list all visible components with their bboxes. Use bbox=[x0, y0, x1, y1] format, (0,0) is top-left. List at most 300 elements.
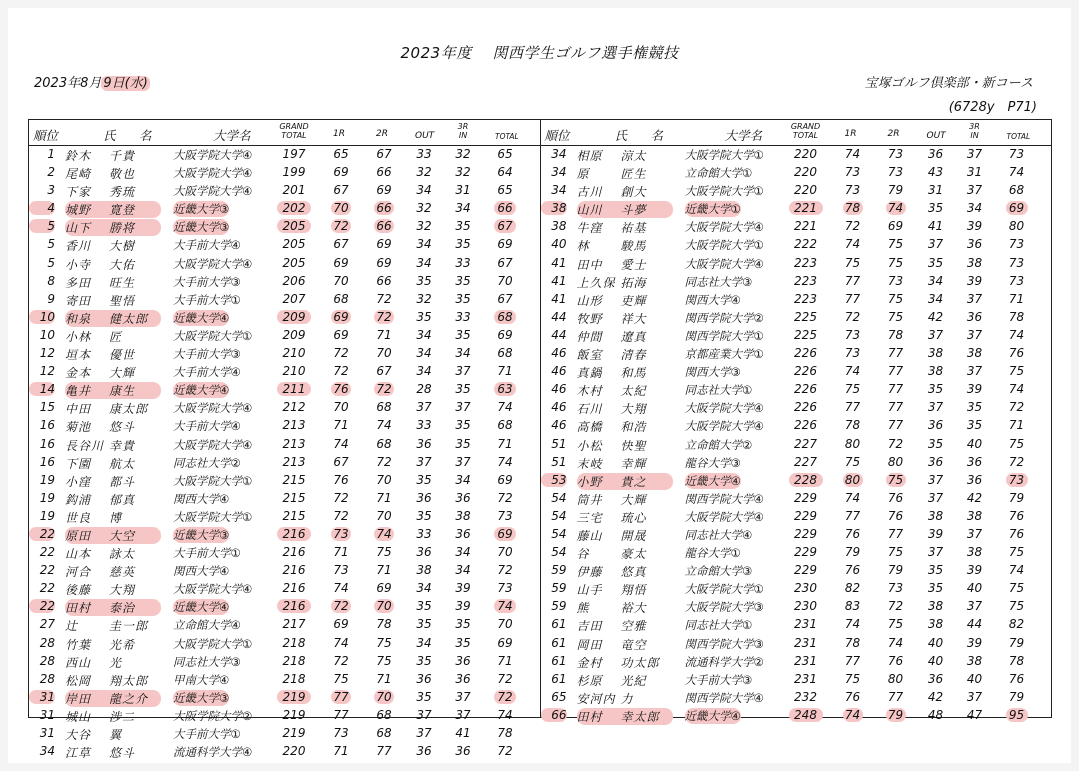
round1-cell: 75 bbox=[844, 255, 861, 270]
grand-total-cell: 213 bbox=[282, 436, 306, 451]
page-title: 2023年度 関西学生ゴルフ選手権競技 bbox=[400, 44, 679, 62]
out-cell: 33 bbox=[416, 526, 432, 541]
rank-cell: 59 bbox=[551, 581, 567, 596]
in-cell: 32 bbox=[455, 165, 471, 180]
first-name: 大翔 bbox=[620, 402, 647, 417]
out-cell: 34 bbox=[416, 237, 432, 252]
name-cell bbox=[577, 455, 673, 472]
last-name: 上久保 bbox=[576, 275, 616, 290]
in-cell: 35 bbox=[455, 418, 471, 433]
out-cell: 36 bbox=[416, 436, 432, 451]
university-cell: 大手前大学③ bbox=[173, 274, 241, 289]
name-cell bbox=[65, 201, 161, 218]
out-cell: 32 bbox=[416, 291, 432, 306]
total-cell: 71 bbox=[1008, 418, 1025, 433]
last-name: 下家 bbox=[65, 185, 92, 200]
last-name: 菊池 bbox=[65, 420, 92, 435]
rank-cell: 65 bbox=[551, 689, 567, 704]
first-name: 豪太 bbox=[620, 547, 647, 562]
name-cell bbox=[577, 310, 673, 327]
first-name: 郁真 bbox=[109, 492, 136, 507]
first-name: 悠斗 bbox=[109, 420, 136, 435]
out-cell: 34 bbox=[416, 346, 432, 361]
in-cell: 37 bbox=[455, 454, 471, 469]
total-cell: 71 bbox=[1008, 291, 1025, 306]
round2-cell: 71 bbox=[376, 327, 392, 342]
in-cell: 38 bbox=[966, 346, 983, 361]
rank-cell: 22 bbox=[39, 581, 55, 596]
table-row bbox=[541, 146, 1052, 164]
first-name: 龍之介 bbox=[109, 691, 149, 706]
total-cell: 76 bbox=[1008, 508, 1025, 523]
round1-cell: 78 bbox=[844, 418, 861, 433]
first-name: 大佑 bbox=[109, 257, 136, 272]
grand-total-cell: 229 bbox=[794, 526, 817, 541]
in-cell: 35 bbox=[455, 635, 471, 650]
round2-cell: 74 bbox=[376, 418, 392, 433]
total-cell: 70 bbox=[497, 273, 513, 288]
table-row bbox=[29, 671, 540, 689]
first-name: 翔太郎 bbox=[109, 673, 149, 688]
last-name: 吉田 bbox=[576, 619, 603, 634]
grand-total-cell: 230 bbox=[794, 599, 817, 614]
table-row bbox=[29, 399, 540, 417]
grand-total-cell: 229 bbox=[794, 545, 817, 560]
first-name: 光希 bbox=[109, 637, 136, 652]
first-name: 翔悟 bbox=[620, 583, 647, 598]
first-name: 博 bbox=[109, 510, 123, 525]
last-name: 城山 bbox=[65, 709, 92, 724]
name-cell bbox=[65, 382, 161, 399]
round2-cell: 76 bbox=[887, 653, 904, 668]
in-cell: 39 bbox=[966, 563, 983, 578]
grand-total-cell: 232 bbox=[794, 689, 817, 704]
first-name: 涉二 bbox=[109, 709, 136, 724]
rank-cell: 14 bbox=[29, 382, 55, 396]
first-name: 旺生 bbox=[109, 275, 136, 290]
in-cell: 35 bbox=[966, 400, 983, 415]
in-cell: 36 bbox=[455, 526, 471, 541]
rank-cell: 38 bbox=[551, 219, 567, 234]
university-cell: 大手前大学③ bbox=[173, 347, 241, 362]
in-cell: 36 bbox=[966, 237, 983, 252]
university-cell: 近畿大学③ bbox=[173, 690, 230, 705]
round1-cell: 74 bbox=[333, 436, 349, 451]
round1-cell: 78 bbox=[843, 201, 863, 215]
table-row bbox=[541, 544, 1052, 562]
round2-cell: 79 bbox=[886, 708, 906, 722]
grand-total-cell: 213 bbox=[282, 418, 306, 433]
first-name: 竜空 bbox=[620, 637, 647, 652]
in-cell: 36 bbox=[455, 671, 471, 686]
last-name: 金村 bbox=[576, 655, 603, 670]
out-cell: 35 bbox=[416, 599, 432, 614]
grand-total-cell: 217 bbox=[282, 617, 306, 632]
out-cell: 38 bbox=[927, 346, 944, 361]
last-name: 古川 bbox=[576, 185, 603, 200]
first-name: 詠太 bbox=[109, 547, 136, 562]
header-in-1: 3R bbox=[969, 122, 980, 131]
first-name: 祥大 bbox=[620, 311, 647, 326]
university-cell: 大手前大学① bbox=[173, 292, 241, 307]
last-name: 多田 bbox=[65, 275, 92, 290]
total-cell: 75 bbox=[1008, 581, 1025, 596]
rank-cell: 38 bbox=[541, 201, 567, 215]
round1-cell: 70 bbox=[333, 273, 349, 288]
name-cell bbox=[65, 617, 161, 634]
table-row bbox=[541, 508, 1052, 526]
name-cell bbox=[65, 491, 161, 508]
first-name: 愛士 bbox=[620, 257, 647, 272]
first-name: 大樹 bbox=[109, 239, 136, 254]
venue: 宝塚ゴルフ倶楽部・新コース bbox=[864, 76, 1033, 91]
table-header-right bbox=[541, 120, 1052, 146]
grand-total-cell: 205 bbox=[277, 219, 311, 233]
university-cell: 関西学院大学③ bbox=[684, 636, 764, 651]
table-row bbox=[541, 490, 1052, 508]
in-cell: 38 bbox=[966, 653, 983, 668]
name-cell bbox=[577, 491, 673, 508]
first-name: 翼 bbox=[109, 728, 123, 742]
out-cell: 36 bbox=[416, 490, 432, 505]
name-cell bbox=[577, 364, 673, 381]
table-row bbox=[29, 526, 540, 544]
rank-cell: 34 bbox=[39, 744, 55, 759]
university-cell: 同志社大学③ bbox=[684, 274, 753, 289]
name-cell bbox=[577, 183, 673, 200]
round1-cell: 77 bbox=[333, 707, 349, 722]
table-row bbox=[541, 381, 1052, 399]
rank-cell: 3 bbox=[47, 183, 55, 198]
grand-total-cell: 216 bbox=[277, 599, 311, 613]
grand-total-cell: 229 bbox=[794, 508, 817, 523]
university-cell: 近畿大学① bbox=[684, 202, 741, 217]
in-cell: 39 bbox=[455, 599, 471, 614]
grand-total-cell: 197 bbox=[282, 147, 306, 161]
out-cell: 37 bbox=[927, 237, 944, 252]
rank-cell: 46 bbox=[551, 382, 567, 397]
grand-total-cell: 216 bbox=[282, 545, 306, 560]
round1-cell: 75 bbox=[844, 382, 861, 397]
university-cell: 大阪学院大学④ bbox=[173, 148, 253, 162]
round1-cell: 73 bbox=[844, 327, 861, 342]
round1-cell: 71 bbox=[333, 545, 349, 560]
total-cell: 72 bbox=[497, 671, 513, 686]
name-cell bbox=[577, 292, 673, 309]
name-cell bbox=[65, 219, 161, 236]
rank-cell: 5 bbox=[47, 237, 55, 252]
round1-cell: 74 bbox=[333, 635, 349, 650]
total-cell: 75 bbox=[1008, 364, 1025, 379]
name-cell bbox=[65, 274, 161, 291]
university-cell: 近畿大学④ bbox=[684, 708, 741, 723]
first-name: 都斗 bbox=[109, 474, 136, 489]
out-cell: 36 bbox=[927, 147, 944, 161]
total-cell: 76 bbox=[1008, 671, 1025, 686]
name-cell bbox=[65, 256, 161, 273]
grand-total-cell: 221 bbox=[789, 201, 823, 215]
in-cell: 34 bbox=[455, 472, 471, 487]
out-cell: 36 bbox=[416, 545, 432, 560]
first-name: 慈英 bbox=[109, 565, 136, 580]
rank-cell: 34 bbox=[551, 183, 567, 198]
in-cell: 40 bbox=[966, 671, 983, 686]
grand-total-cell: 205 bbox=[282, 237, 306, 252]
header-r2: 2R bbox=[376, 129, 388, 139]
round2-cell: 68 bbox=[376, 400, 392, 415]
name-cell bbox=[577, 418, 673, 435]
university-cell: 近畿大学③ bbox=[173, 220, 230, 235]
last-name: 下園 bbox=[65, 456, 92, 471]
out-cell: 38 bbox=[927, 508, 944, 523]
in-cell: 36 bbox=[455, 490, 471, 505]
table-row bbox=[541, 291, 1052, 309]
out-cell: 35 bbox=[416, 508, 432, 523]
in-cell: 36 bbox=[455, 653, 471, 668]
round1-cell: 77 bbox=[844, 273, 861, 288]
round2-cell: 74 bbox=[886, 201, 906, 215]
grand-total-cell: 221 bbox=[794, 219, 817, 234]
total-cell: 73 bbox=[497, 508, 513, 523]
last-name: 三宅 bbox=[576, 510, 603, 525]
name-cell bbox=[577, 473, 673, 490]
rank-cell: 12 bbox=[39, 346, 55, 361]
total-cell: 72 bbox=[497, 563, 513, 578]
rank-cell: 15 bbox=[39, 400, 55, 415]
rank-cell: 27 bbox=[39, 617, 55, 632]
last-name: 松岡 bbox=[65, 673, 92, 688]
first-name: 悠真 bbox=[620, 565, 647, 580]
course-yardage: (6728y P71) bbox=[948, 100, 1037, 115]
university-cell: 近畿大学④ bbox=[173, 383, 230, 398]
in-cell: 47 bbox=[966, 707, 983, 722]
table-row bbox=[541, 635, 1052, 653]
round2-cell: 77 bbox=[887, 364, 904, 379]
rank-cell: 22 bbox=[29, 599, 55, 613]
name-cell bbox=[577, 382, 673, 399]
grand-total-cell: 223 bbox=[794, 255, 817, 270]
table-row bbox=[29, 381, 540, 399]
university-cell: 関西学院大学④ bbox=[684, 690, 764, 705]
university-cell: 同志社大学② bbox=[173, 455, 241, 470]
total-cell: 71 bbox=[497, 364, 513, 379]
table-row bbox=[541, 472, 1052, 490]
out-cell: 35 bbox=[416, 689, 432, 704]
table-row bbox=[541, 218, 1052, 236]
table-row bbox=[29, 291, 540, 309]
total-cell: 78 bbox=[497, 726, 513, 740]
table-row bbox=[29, 580, 540, 598]
total-cell: 74 bbox=[497, 707, 513, 722]
total-cell: 74 bbox=[494, 599, 516, 613]
in-cell: 37 bbox=[966, 599, 983, 614]
last-name: 杉原 bbox=[576, 673, 603, 688]
round1-cell: 71 bbox=[333, 744, 349, 759]
name-cell bbox=[577, 636, 673, 653]
in-cell: 37 bbox=[966, 327, 983, 342]
first-name: 功太郎 bbox=[620, 655, 660, 670]
last-name: 田村 bbox=[65, 601, 92, 616]
rank-cell: 61 bbox=[551, 671, 567, 686]
first-name: 駿馬 bbox=[620, 239, 647, 254]
round2-cell: 66 bbox=[374, 201, 394, 215]
last-name: 大谷 bbox=[65, 728, 92, 742]
grand-total-cell: 226 bbox=[794, 382, 817, 397]
grand-total-cell: 226 bbox=[794, 400, 817, 415]
total-cell: 75 bbox=[1008, 436, 1025, 451]
header-rank: 順位 bbox=[544, 128, 570, 143]
last-name: 垣本 bbox=[65, 348, 92, 363]
out-cell: 34 bbox=[416, 581, 432, 596]
rank-cell: 44 bbox=[551, 327, 567, 342]
name-cell bbox=[577, 201, 673, 218]
name-cell bbox=[65, 183, 161, 200]
round2-cell: 72 bbox=[374, 310, 394, 324]
university-cell: 甲南大学④ bbox=[173, 672, 230, 687]
table-row bbox=[541, 454, 1052, 472]
total-cell: 73 bbox=[1006, 473, 1028, 487]
total-cell: 65 bbox=[497, 183, 513, 198]
name-cell bbox=[577, 690, 673, 707]
out-cell: 31 bbox=[927, 183, 944, 198]
university-cell: 大阪学院大学④ bbox=[684, 509, 764, 524]
last-name: 末岐 bbox=[576, 456, 603, 471]
name-cell bbox=[65, 237, 161, 254]
in-cell: 38 bbox=[966, 545, 983, 560]
total-cell: 72 bbox=[494, 690, 516, 704]
grand-total-cell: 209 bbox=[277, 310, 311, 324]
last-name: 亀井 bbox=[65, 384, 92, 399]
table-row bbox=[541, 345, 1052, 363]
name-cell bbox=[65, 509, 161, 526]
rank-cell: 46 bbox=[551, 346, 567, 361]
name-cell bbox=[65, 690, 161, 707]
round1-cell: 75 bbox=[844, 671, 861, 686]
last-name: 山川 bbox=[576, 203, 603, 218]
last-name: 山形 bbox=[576, 293, 603, 308]
rank-cell: 16 bbox=[39, 454, 55, 469]
name-cell bbox=[65, 147, 161, 164]
rank-cell: 44 bbox=[551, 309, 567, 324]
rank-cell: 19 bbox=[39, 490, 55, 505]
table-row bbox=[29, 345, 540, 363]
round2-cell: 77 bbox=[887, 400, 904, 415]
last-name: 谷 bbox=[576, 547, 590, 562]
out-cell: 34 bbox=[416, 635, 432, 650]
rank-cell: 34 bbox=[551, 165, 567, 180]
total-cell: 73 bbox=[1008, 147, 1025, 161]
in-cell: 33 bbox=[455, 255, 471, 270]
out-cell: 33 bbox=[416, 418, 432, 433]
round1-cell: 75 bbox=[333, 671, 349, 686]
first-name: 開晟 bbox=[620, 528, 647, 543]
round1-cell: 72 bbox=[331, 599, 351, 613]
first-name: 裕大 bbox=[620, 601, 647, 616]
rank-cell: 10 bbox=[39, 327, 55, 342]
last-name: 西山 bbox=[65, 655, 92, 670]
header-out: OUT bbox=[415, 131, 435, 141]
round1-cell: 74 bbox=[333, 581, 349, 596]
round1-cell: 78 bbox=[844, 635, 861, 650]
last-name: 田村 bbox=[576, 709, 603, 724]
round2-cell: 75 bbox=[887, 237, 904, 252]
last-name: 高橋 bbox=[576, 420, 603, 435]
last-name: 石川 bbox=[576, 402, 603, 417]
first-name: 泰治 bbox=[109, 601, 136, 616]
name-cell bbox=[65, 563, 161, 580]
round1-cell: 72 bbox=[844, 219, 861, 234]
last-name: 寄田 bbox=[65, 293, 92, 308]
name-cell bbox=[65, 473, 161, 490]
first-name: 力 bbox=[620, 691, 634, 706]
rank-cell: 59 bbox=[551, 563, 567, 578]
university-cell: 大手前大学③ bbox=[684, 672, 753, 687]
last-name: 小松 bbox=[576, 438, 603, 453]
round2-cell: 74 bbox=[374, 527, 394, 541]
first-name: 大翔 bbox=[109, 583, 136, 598]
table-row bbox=[541, 436, 1052, 454]
grand-total-cell: 231 bbox=[794, 635, 817, 650]
grand-total-cell: 210 bbox=[282, 364, 306, 379]
name-cell bbox=[65, 636, 161, 653]
total-cell: 67 bbox=[494, 219, 516, 233]
grand-total-cell: 202 bbox=[277, 201, 311, 215]
total-cell: 69 bbox=[497, 635, 513, 650]
in-cell: 32 bbox=[455, 147, 471, 161]
rank-cell: 22 bbox=[29, 527, 55, 541]
in-cell: 38 bbox=[455, 508, 471, 523]
university-cell: 大阪学院大学④ bbox=[684, 401, 764, 416]
rank-cell: 16 bbox=[39, 436, 55, 451]
round1-cell: 77 bbox=[844, 291, 861, 306]
out-cell: 28 bbox=[416, 382, 432, 397]
total-cell: 70 bbox=[497, 545, 513, 560]
name-cell bbox=[577, 437, 673, 454]
grand-total-cell: 231 bbox=[794, 617, 817, 632]
rank-cell: 12 bbox=[39, 364, 55, 379]
round2-cell: 76 bbox=[887, 508, 904, 523]
first-name: 千貴 bbox=[109, 149, 136, 163]
total-cell: 73 bbox=[1008, 273, 1025, 288]
out-cell: 35 bbox=[927, 201, 944, 216]
round2-cell: 71 bbox=[376, 671, 392, 686]
table-row bbox=[541, 236, 1052, 254]
grand-total-cell: 220 bbox=[794, 165, 817, 180]
out-cell: 34 bbox=[416, 255, 432, 270]
round2-cell: 69 bbox=[376, 237, 392, 252]
grand-total-cell: 219 bbox=[282, 707, 306, 722]
round1-cell: 65 bbox=[333, 147, 349, 161]
round2-cell: 67 bbox=[376, 147, 392, 161]
name-cell bbox=[577, 328, 673, 345]
rank-cell: 46 bbox=[551, 418, 567, 433]
round1-cell: 77 bbox=[844, 653, 861, 668]
in-cell: 35 bbox=[455, 382, 471, 397]
grand-total-cell: 215 bbox=[282, 472, 306, 487]
first-name: 匠生 bbox=[620, 167, 647, 182]
round1-cell: 69 bbox=[333, 255, 349, 270]
round1-cell: 74 bbox=[844, 364, 861, 379]
round2-cell: 66 bbox=[374, 219, 394, 233]
out-cell: 35 bbox=[927, 255, 944, 270]
table-row bbox=[29, 218, 540, 236]
university-cell: 大阪学院大学① bbox=[684, 238, 764, 253]
out-cell: 35 bbox=[416, 617, 432, 632]
last-name: 藤山 bbox=[576, 528, 603, 543]
grand-total-cell: 227 bbox=[794, 436, 817, 451]
grand-total-cell: 229 bbox=[794, 563, 817, 578]
round2-cell: 75 bbox=[887, 255, 904, 270]
